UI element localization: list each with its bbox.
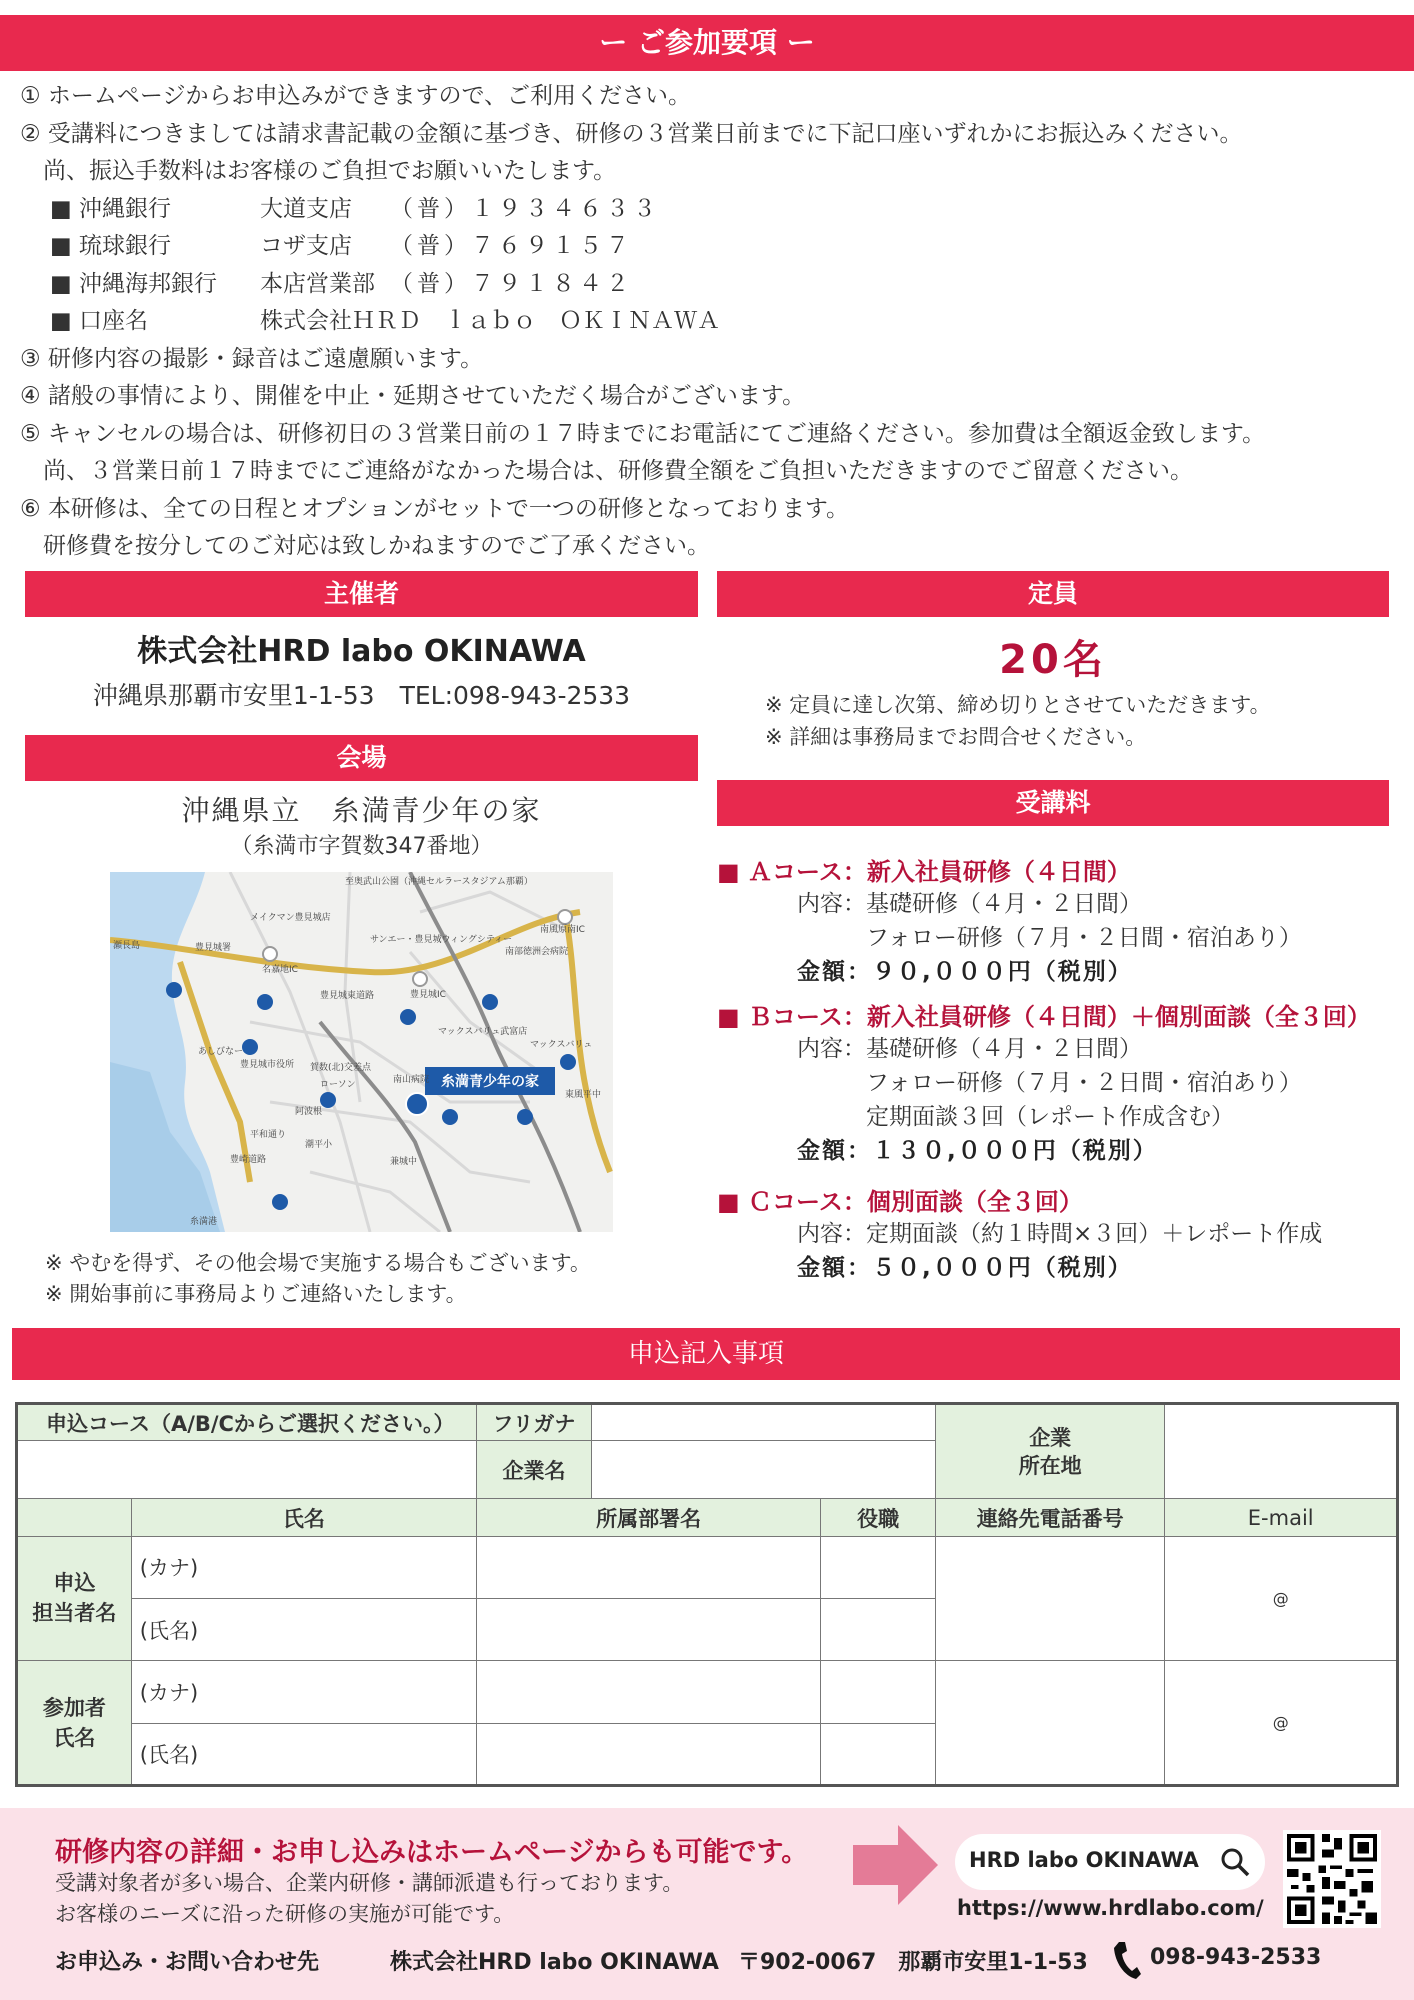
row-label: 申込 担当者名 xyxy=(17,1536,132,1661)
col-phone: 連絡先電話番号 xyxy=(935,1499,1164,1536)
bank-name: ■ 口座名 xyxy=(50,308,149,334)
department-input[interactable] xyxy=(477,1536,821,1598)
col-name: 氏名 xyxy=(131,1499,476,1536)
furigana-label: フリガナ xyxy=(477,1404,592,1441)
bank-name: ■ 沖縄海邦銀行 xyxy=(50,270,218,297)
footer-lines xyxy=(55,1868,683,1930)
fee-header: 受講料 xyxy=(717,780,1389,826)
furigana-input[interactable] xyxy=(591,1404,935,1441)
map-place: マックスバリュ武富店 xyxy=(438,1027,528,1037)
requirement-item: ④ 諸般の事情により、開催を中止・延期させていただく場合がございます。 xyxy=(20,383,806,409)
map-place: あしびなー xyxy=(198,1047,244,1057)
map-place: 阿波根 xyxy=(295,1107,323,1117)
venue-name: 沖縄県立 糸満青少年の家 xyxy=(181,794,542,827)
requirement-item: 研修費を按分してのご対応は致しかねますのでご了承ください。 xyxy=(20,533,710,559)
phone-input[interactable] xyxy=(935,1536,1164,1661)
map-place: 賀数(北)交差点 xyxy=(310,1063,372,1073)
map-place: サンエー・豊見城ウィングシティー xyxy=(370,935,513,945)
course-title: ■ Ｃコース：個別面談（全３回） xyxy=(717,1188,1083,1216)
course-a xyxy=(717,852,1302,989)
company-input[interactable] xyxy=(591,1441,935,1499)
capacity-notes xyxy=(765,689,1271,753)
company-address-input[interactable] xyxy=(1165,1404,1398,1499)
blank-header xyxy=(17,1499,132,1536)
map-place: 糸満港 xyxy=(190,1217,218,1227)
position-input[interactable] xyxy=(821,1661,936,1723)
course-title: ■ Ａコース：新入社員研修（４日間） xyxy=(717,858,1131,886)
col-department: 所属部署名 xyxy=(477,1499,821,1536)
email-input[interactable]: @ xyxy=(1165,1661,1398,1786)
arrow-right-icon xyxy=(848,1820,943,1910)
contact-tel[interactable]: 098-943-2533 xyxy=(1150,1945,1322,1970)
company-address-label: 企業 所在地 xyxy=(935,1404,1164,1499)
bank-row xyxy=(20,191,1265,229)
map-place: 豊見城IC xyxy=(410,990,446,1000)
requirement-item: 尚、３営業日前１７時までにご連絡がなかった場合は、研修費全額をご負担いただきますのでご留意ください。 xyxy=(20,458,1193,484)
map-place: メイクマン豊見城店 xyxy=(250,913,331,923)
contact-company: 株式会社HRD labo OKINAWA xyxy=(390,1950,719,1975)
department-input[interactable] xyxy=(477,1723,821,1785)
search-icon[interactable] xyxy=(1219,1846,1251,1878)
footer-line: 受講対象者が多い場合、企業内研修・講師派遣も行っております。 xyxy=(55,1871,684,1895)
department-input[interactable] xyxy=(477,1598,821,1660)
contact-address: 〒902-0067 那覇市安里1-1-53 xyxy=(738,1950,1088,1975)
search-box[interactable] xyxy=(955,1834,1265,1890)
company-label: 企業名 xyxy=(477,1441,592,1499)
bank-row xyxy=(20,228,1265,266)
bank-account: （普）１９３４６３３ xyxy=(390,195,660,222)
kana-input[interactable]: (カナ) xyxy=(131,1536,476,1598)
map-place: 豊見城署 xyxy=(195,943,232,953)
venue-address: （糸満市字賀数347番地） xyxy=(230,834,493,859)
capacity-note: ※ 詳細は事務局までお問合せください。 xyxy=(765,725,1147,749)
phone-icon xyxy=(1112,1940,1142,1980)
name-input[interactable]: (氏名) xyxy=(131,1598,476,1660)
qr-code-icon[interactable] xyxy=(1283,1830,1381,1928)
venue-note: ※ やむを得ず、その他会場で実施する場合もございます。 xyxy=(45,1251,591,1275)
capacity-value: 20名 xyxy=(999,637,1107,683)
bank-row xyxy=(20,266,1265,304)
organizer-name: 株式会社HRD labo OKINAWA xyxy=(137,634,586,669)
map-place: 至奥武山公園（沖縄セルラースタジアム那覇） xyxy=(345,877,533,887)
course-line: 内容：基礎研修（４月・２日間） xyxy=(797,1036,1142,1062)
form-header: 申込記入事項 xyxy=(12,1328,1400,1380)
course-line: フォロー研修（７月・２日間・宿泊あり） xyxy=(797,925,1302,951)
course-b xyxy=(717,997,1371,1168)
map-place: ローソン xyxy=(320,1080,356,1090)
map-place: 潮平小 xyxy=(305,1140,333,1150)
requirements-header: ー ご参加要項 ー xyxy=(0,15,1414,71)
requirement-item: ① ホームページからお申込みができますので、ご利用ください。 xyxy=(20,83,692,109)
bank-account: （普）７６９１５７ xyxy=(390,233,633,259)
email-input[interactable]: @ xyxy=(1165,1536,1398,1661)
capacity-header: 定員 xyxy=(717,571,1389,617)
course-line: 定期面談３回（レポート作成含む） xyxy=(797,1104,1234,1130)
search-text: HRD labo OKINAWA xyxy=(969,1848,1199,1872)
requirements-list xyxy=(20,78,1265,566)
col-position: 役職 xyxy=(821,1499,936,1536)
course-select-label: 申込コース（A/B/Cからご選択ください。） xyxy=(17,1404,477,1441)
map-place: マックスバリュ xyxy=(530,1040,593,1050)
organizer-header: 主催者 xyxy=(25,571,698,617)
course-price: 金額：１３０,０００円（税別） xyxy=(797,1138,1158,1164)
venue-header: 会場 xyxy=(25,735,698,781)
position-input[interactable] xyxy=(821,1723,936,1785)
phone-input[interactable] xyxy=(935,1661,1164,1786)
venue-map xyxy=(110,872,613,1232)
requirement-item: ③ 研修内容の撮影・録音はご遠慮願います。 xyxy=(20,345,484,372)
bank-branch: 本店営業部 xyxy=(260,270,375,297)
row-label: 参加者 氏名 xyxy=(17,1661,132,1786)
course-line: フォロー研修（７月・２日間・宿泊あり） xyxy=(797,1070,1302,1096)
course-select-input[interactable] xyxy=(17,1441,477,1499)
map-place: 平和通り xyxy=(250,1130,287,1140)
course-price: 金額：５０,０００円（税別） xyxy=(797,1255,1133,1281)
course-title: ■ Ｂコース：新入社員研修（４日間）＋個別面談（全３回） xyxy=(717,1003,1371,1031)
map-place: 兼城中 xyxy=(390,1157,418,1167)
map-place: 名嘉地IC xyxy=(262,965,298,975)
map-place: 豊見城東道路 xyxy=(320,991,375,1001)
map-place: 南山病院 xyxy=(393,1075,430,1085)
map-place: 豊見城市役所 xyxy=(240,1060,295,1070)
map-place: 豊崎道路 xyxy=(230,1155,267,1165)
application-form xyxy=(15,1402,1399,1787)
bank-branch: 大道支店 xyxy=(260,195,352,222)
bank-account: （普）７９１８４２ xyxy=(390,270,633,297)
contact-label: お申込み・お問い合わせ先 xyxy=(55,1950,320,1975)
venue-map-label: 糸満青少年の家 xyxy=(441,1074,539,1090)
footer-headline: 研修内容の詳細・お申し込みはホームページからも可能です。 xyxy=(55,1837,809,1868)
bank-name: ■ 琉球銀行 xyxy=(50,233,172,259)
kana-input[interactable]: (カナ) xyxy=(131,1661,476,1723)
course-line: 内容：定期面談（約１時間×３回）＋レポート作成 xyxy=(797,1221,1323,1247)
requirement-item: ② 受講料につきましては請求書記載の金額に基づき、研修の３営業日前までに下記口座いずれかにお振込みください。 xyxy=(20,120,1243,147)
bank-name: ■ 沖縄銀行 xyxy=(50,195,172,222)
organizer-address: 沖縄県那覇市安里1-1-53 TEL:098-943-2533 xyxy=(92,681,631,710)
map-place: 南部徳洲会病院 xyxy=(505,947,569,957)
col-email: E-mail xyxy=(1165,1499,1398,1536)
map-place: 瀬長島 xyxy=(113,941,141,951)
account-holder: 株式会社ＨＲＤ ｌａｂｏ ＯＫＩＮＡＷＡ xyxy=(260,308,720,334)
footer-line: お客様のニーズに沿った研修の実施が可能です。 xyxy=(55,1902,515,1926)
course-line: 内容：基礎研修（４月・２日間） xyxy=(797,891,1142,917)
bank-branch: コザ支店 xyxy=(260,233,352,259)
venue-note: ※ 開始事前に事務局よりご連絡いたします。 xyxy=(45,1282,467,1306)
course-c xyxy=(717,1182,1322,1285)
bank-row xyxy=(20,303,1265,341)
requirement-item: ⑥ 本研修は、全ての日程とオプションがセットで一つの研修となっております。 xyxy=(20,495,850,522)
position-input[interactable] xyxy=(821,1598,936,1660)
website-url[interactable]: https://www.hrdlabo.com/ xyxy=(957,1896,1264,1920)
requirement-item: ⑤ キャンセルの場合は、研修初日の３営業日前の１７時までにお電話にてご連絡ください。参加費は全額返金致します。 xyxy=(20,420,1266,447)
map-place: 東風平中 xyxy=(565,1090,602,1100)
capacity-note: ※ 定員に達し次第、締め切りとさせていただきます。 xyxy=(765,693,1271,717)
name-input[interactable]: (氏名) xyxy=(131,1723,476,1785)
course-price: 金額：９０,０００円（税別） xyxy=(797,959,1133,985)
position-input[interactable] xyxy=(821,1536,936,1598)
department-input[interactable] xyxy=(477,1661,821,1723)
requirement-item: 尚、振込手数料はお客様のご負担でお願いいたします。 xyxy=(20,158,617,184)
venue-notes xyxy=(45,1248,591,1310)
map-place: 南風原南IC xyxy=(540,925,585,935)
